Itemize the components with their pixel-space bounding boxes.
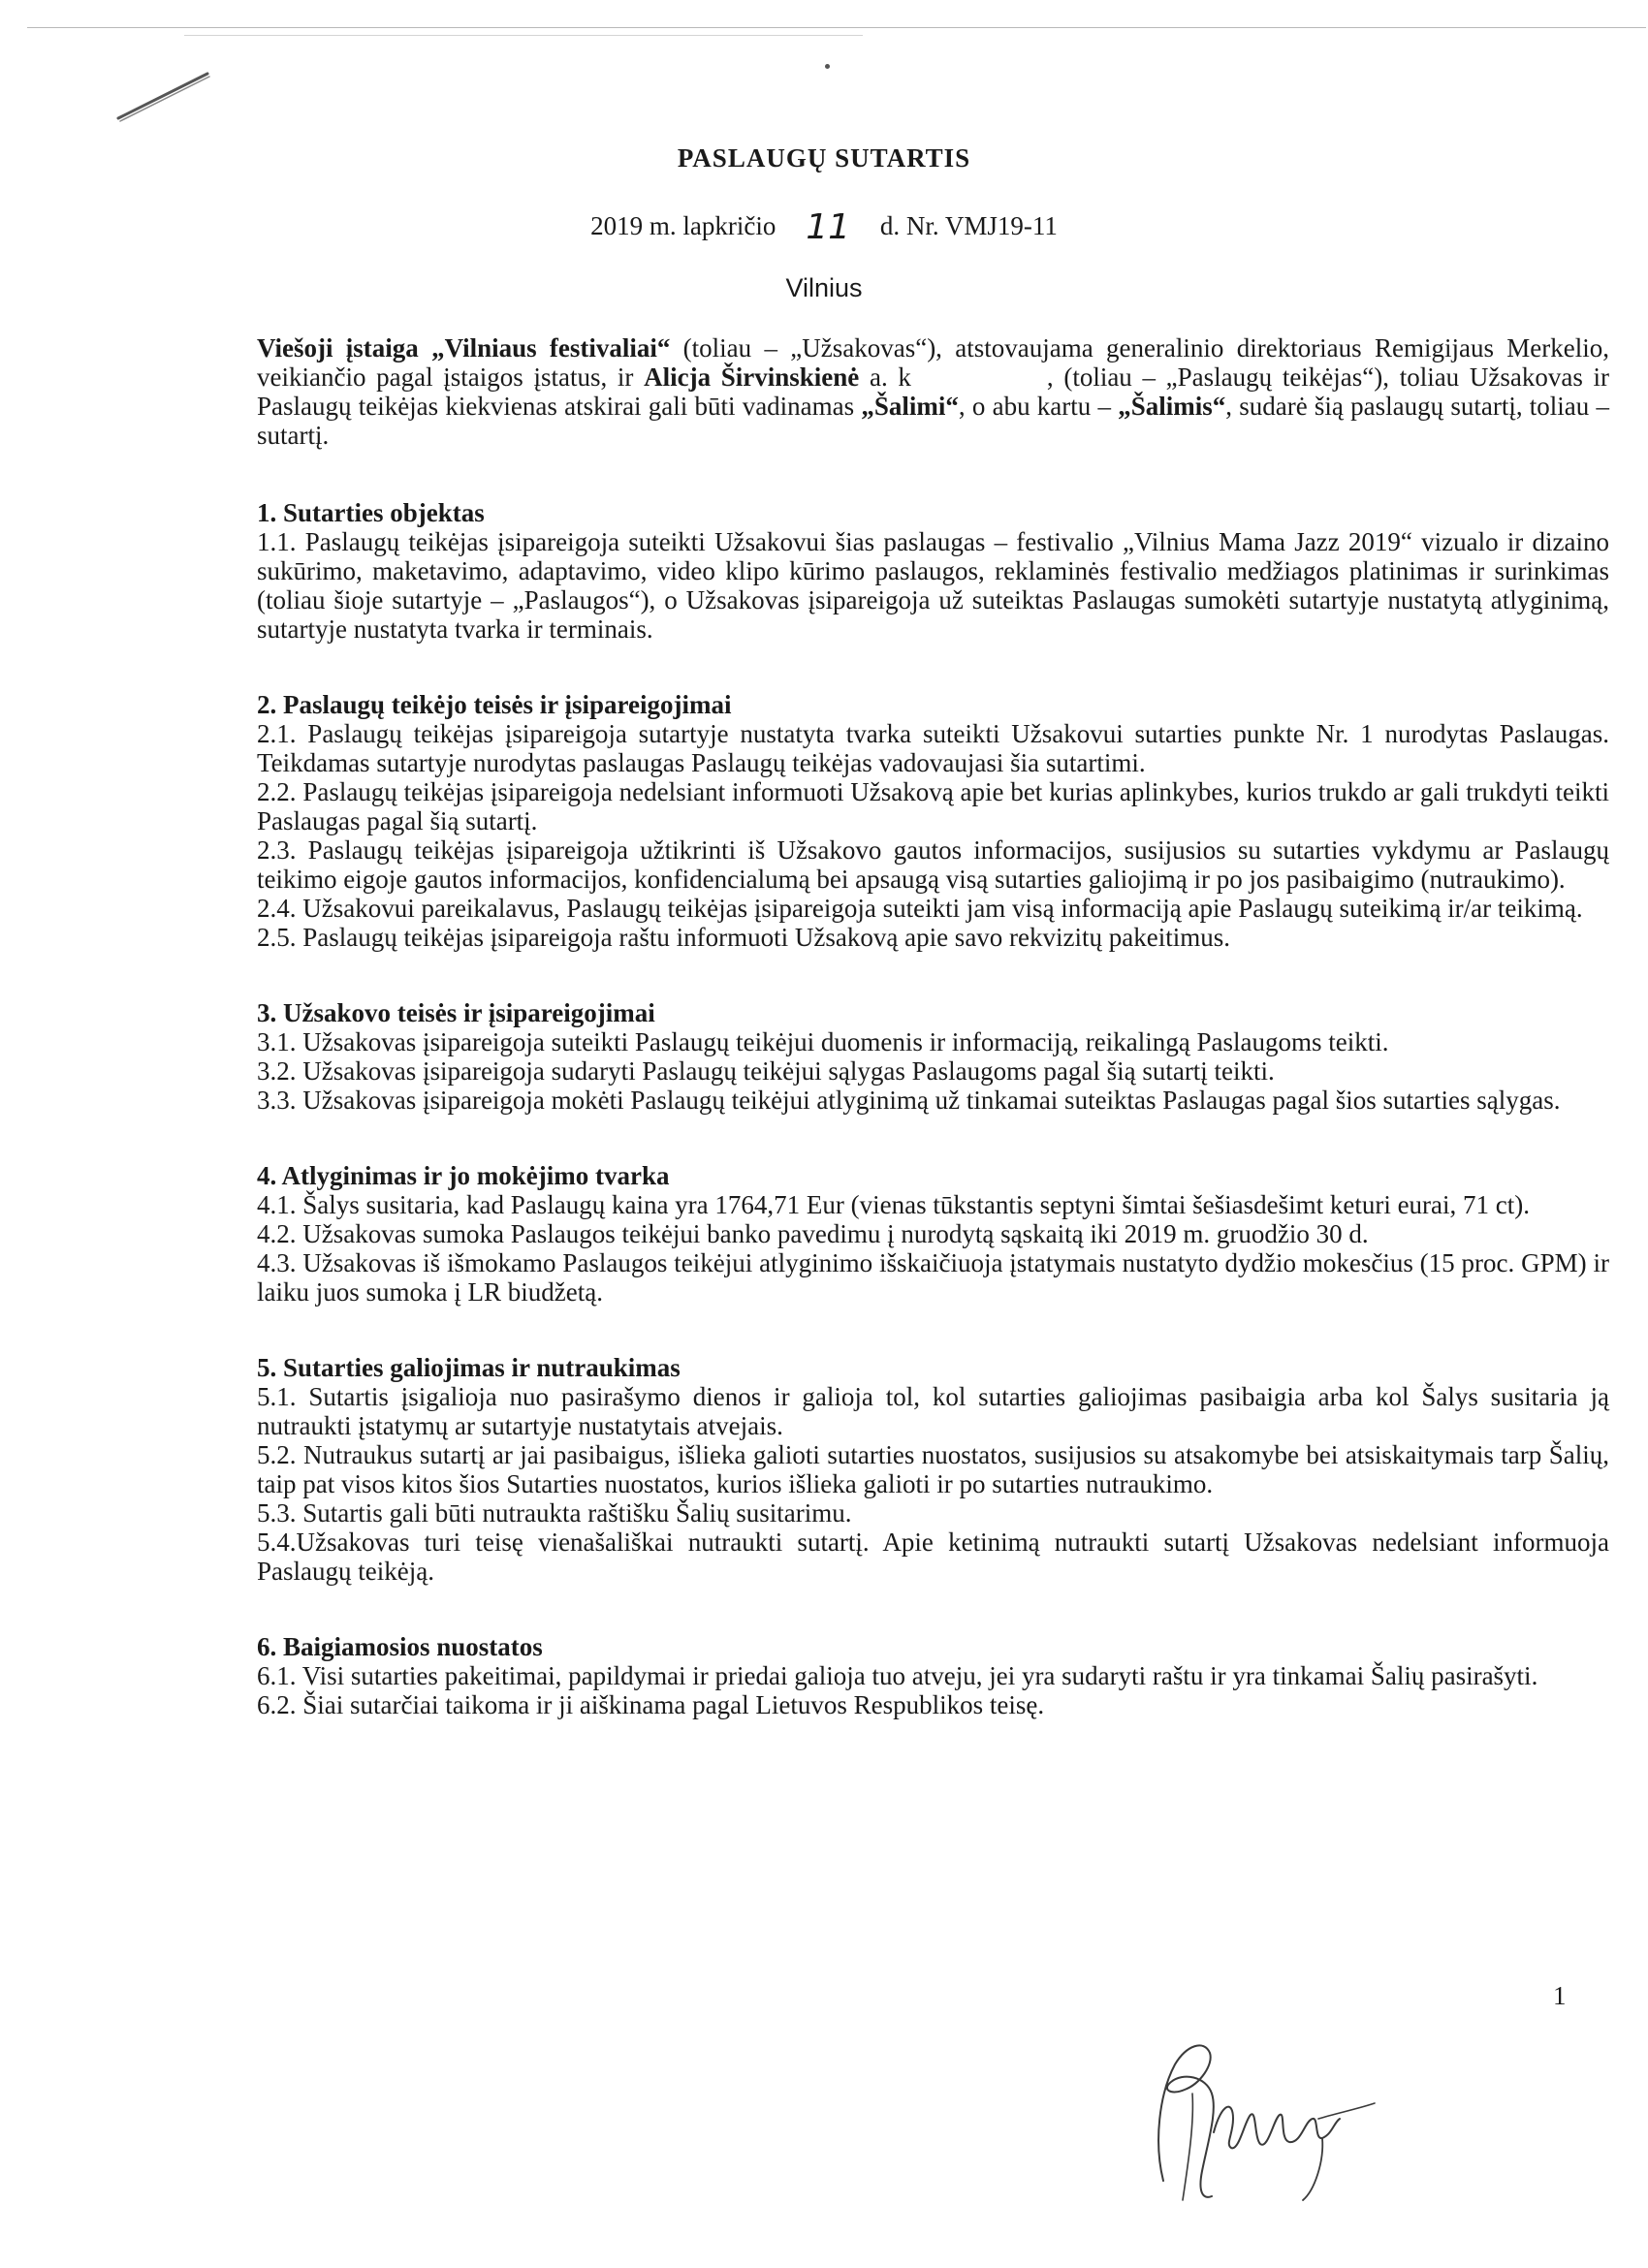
- intro-text-4: , o abu kartu –: [958, 392, 1119, 421]
- section-title: 4. Atlyginimas ir jo mokėjimo tvarka: [257, 1161, 670, 1190]
- scan-edge-line: [27, 27, 1646, 28]
- scan-edge-line-faint: [184, 35, 863, 36]
- page-number: 1: [1553, 1981, 1567, 2010]
- section-3: [257, 998, 1609, 1115]
- section-title: 5. Sutarties galiojimas ir nutraukimas: [257, 1353, 681, 1382]
- section-5: [257, 1353, 1609, 1586]
- clause: 6.1. Visi sutarties pakeitimai, papildymai ir priedai galioja tuo atveju, jei yra sudaryti raštu ir yra tinkamai Šalių pasirašyti.: [257, 1661, 1538, 1690]
- section-title: 2. Paslaugų teikėjo teisės ir įsipareigojimai: [257, 690, 732, 719]
- handwritten-signature: [1125, 2026, 1377, 2210]
- term-single: „Šalimi“: [861, 392, 959, 421]
- clause: 5.2. Nutraukus sutartį ar jai pasibaigus, išlieka galioti sutarties nuostatos, susijusios su atsakomybe bei atsiskaitymais tarp Šalių, taip pat visos kitos šios Sutarties nuostatos, kurios išlieka galioti ir po sutarties nutraukimo.: [257, 1440, 1609, 1498]
- section-title: 1. Sutarties objektas: [257, 498, 485, 527]
- clause: 2.5. Paslaugų teikėjas įsipareigoja raštu informuoti Užsakovą apie savo rekvizitų pakeitimus.: [257, 923, 1230, 952]
- clause: 4.2. Užsakovas sumoka Paslaugos teikėjui banko pavedimu į nurodytą sąskaitą iki 2019 m. gruodžio 30 d.: [257, 1219, 1369, 1248]
- section-title: 3. Užsakovo teisės ir įsipareigojimai: [257, 998, 655, 1027]
- clause: 5.4.Užsakovas turi teisę vienašališkai nutraukti sutartį. Apie ketinimą nutraukti sutartį Užsakovas nedelsiant informuoja Paslaugų teikėją.: [257, 1528, 1609, 1586]
- clause: 5.3. Sutartis gali būti nutraukta raštišku Šalių susitarimu.: [257, 1498, 852, 1528]
- intro-text-3: , (toliau – „Paslaugų teikėjas“), toliau Užsakovas ir Paslaugų teikėjas kiekvienas atskirai gali būti vadinamas: [257, 362, 1609, 421]
- section-6: [257, 1632, 1609, 1719]
- date-line: [0, 207, 1648, 247]
- intro-paragraph: [257, 333, 1609, 450]
- clause: 2.4. Užsakovui pareikalavus, Paslaugų teikėjas įsipareigoja suteikti jam visą informaciją apie Paslaugų suteikimą ir/ar teikimą.: [257, 894, 1583, 923]
- contract-body: [257, 333, 1609, 1766]
- clause: 1.1. Paslaugų teikėjas įsipareigoja suteikti Užsakovui šias paslaugas – festivalio „Vilnius Mama Jazz 2019“ vizualo ir dizaino sukūrimo, maketavimo, adaptavimo, video klipo kūrimo paslaugos, reklaminės festivalio medžiagos platinimas ir surinkimas (toliau šioje sutartyje – „Paslaugos“), o Užsakovas įsipareigoja už suteiktas Paslaugas sumokėti sutartyje nustatytą atlyginimą, sutartyje nustatyta tvarka ir terminais.: [257, 527, 1609, 644]
- contract-number: d. Nr. VMJ19-11: [879, 211, 1058, 240]
- section-4: [257, 1161, 1609, 1307]
- section-2: [257, 690, 1609, 952]
- pen-stroke-mark: [114, 68, 211, 126]
- date-prefix: 2019 m. lapkričio: [590, 211, 776, 240]
- clause: 4.1. Šalys susitaria, kad Paslaugų kaina yra 1764,71 Eur (vienas tūkstantis septyni šimtai šešiasdešimt keturi eurai, 71 ct).: [257, 1190, 1531, 1219]
- clause: 3.2. Užsakovas įsipareigoja sudaryti Paslaugų teikėjui sąlygas Paslaugoms pagal šią sutartį teikti.: [257, 1056, 1275, 1086]
- clause: 3.1. Užsakovas įsipareigoja suteikti Paslaugų teikėjui duomenis ir informaciją, reikalingą Paslaugoms teikti.: [257, 1027, 1389, 1056]
- clause: 6.2. Šiai sutarčiai taikoma ir ji aiškinama pagal Lietuvos Respublikos teisę.: [257, 1690, 1045, 1719]
- scan-speck: [825, 64, 830, 69]
- intro-text-1: (toliau – „Užsakovas“), atstovaujama generalinio direktoriaus Remigijaus Merkelio, veikiančio pagal įstaigos įstatus, ir: [257, 333, 1609, 392]
- clause: 2.1. Paslaugų teikėjas įsipareigoja sutartyje nustatyta tvarka suteikti Užsakovui sutarties punkte Nr. 1 nurodytas Paslaugas. Teikdamas sutartyje nurodytas paslaugas Paslaugų teikėjas vadovaujasi šia sutartimi.: [257, 719, 1609, 777]
- handwritten-day: 11: [806, 207, 850, 247]
- intro-text-2: a. k: [859, 362, 911, 392]
- intro-text-5: , sudarė šią paslaugų sutartį, toliau – sutartį.: [257, 392, 1609, 450]
- document-title: PASLAUGŲ SUTARTIS: [677, 143, 971, 173]
- section-1: [257, 498, 1609, 644]
- clause: 2.2. Paslaugų teikėjas įsipareigoja nedelsiant informuoti Užsakovą apie bet kurias aplinkybes, kurios trukdo ar gali trukdyti teikti Paslaugas pagal šią sutartį.: [257, 777, 1609, 835]
- clause: 3.3. Užsakovas įsipareigoja mokėti Paslaugų teikėjui atlyginimą už tinkamai suteiktas Paslaugas pagal šios sutarties sąlygas.: [257, 1086, 1561, 1115]
- clause: 5.1. Sutartis įsigalioja nuo pasirašymo dienos ir galioja tol, kol sutarties galiojimas pasibaigia arba kol Šalys susitaria ją nutraukti įstatymų ar sutartyje nustatytais atvejais.: [257, 1382, 1609, 1440]
- party2-name: Alicja Širvinskienė: [644, 362, 860, 392]
- term-plural: „Šalimis“: [1118, 392, 1226, 421]
- clause: 4.3. Užsakovas iš išmokamo Paslaugos teikėjui atlyginimo išskaičiuoja įstatymais nustatyto dydžio mokesčius (15 proc. GPM) ir laiku juos sumoka į LR biudžetą.: [257, 1248, 1609, 1307]
- party1-name: Viešoji įstaiga „Vilniaus festivaliai“: [257, 333, 671, 362]
- section-title: 6. Baigiamosios nuostatos: [257, 1632, 543, 1661]
- city: Vilnius: [785, 273, 863, 302]
- clause: 2.3. Paslaugų teikėjas įsipareigoja užtikrinti iš Užsakovo gautos informacijos, susijusios su sutarties vykdymu ar Paslaugų teikimo eigoje gautos informacijos, konfidencialumą bei apsaugą visą sutarties galiojimą ir po jos pasibaigimo (nutraukimo).: [257, 835, 1609, 894]
